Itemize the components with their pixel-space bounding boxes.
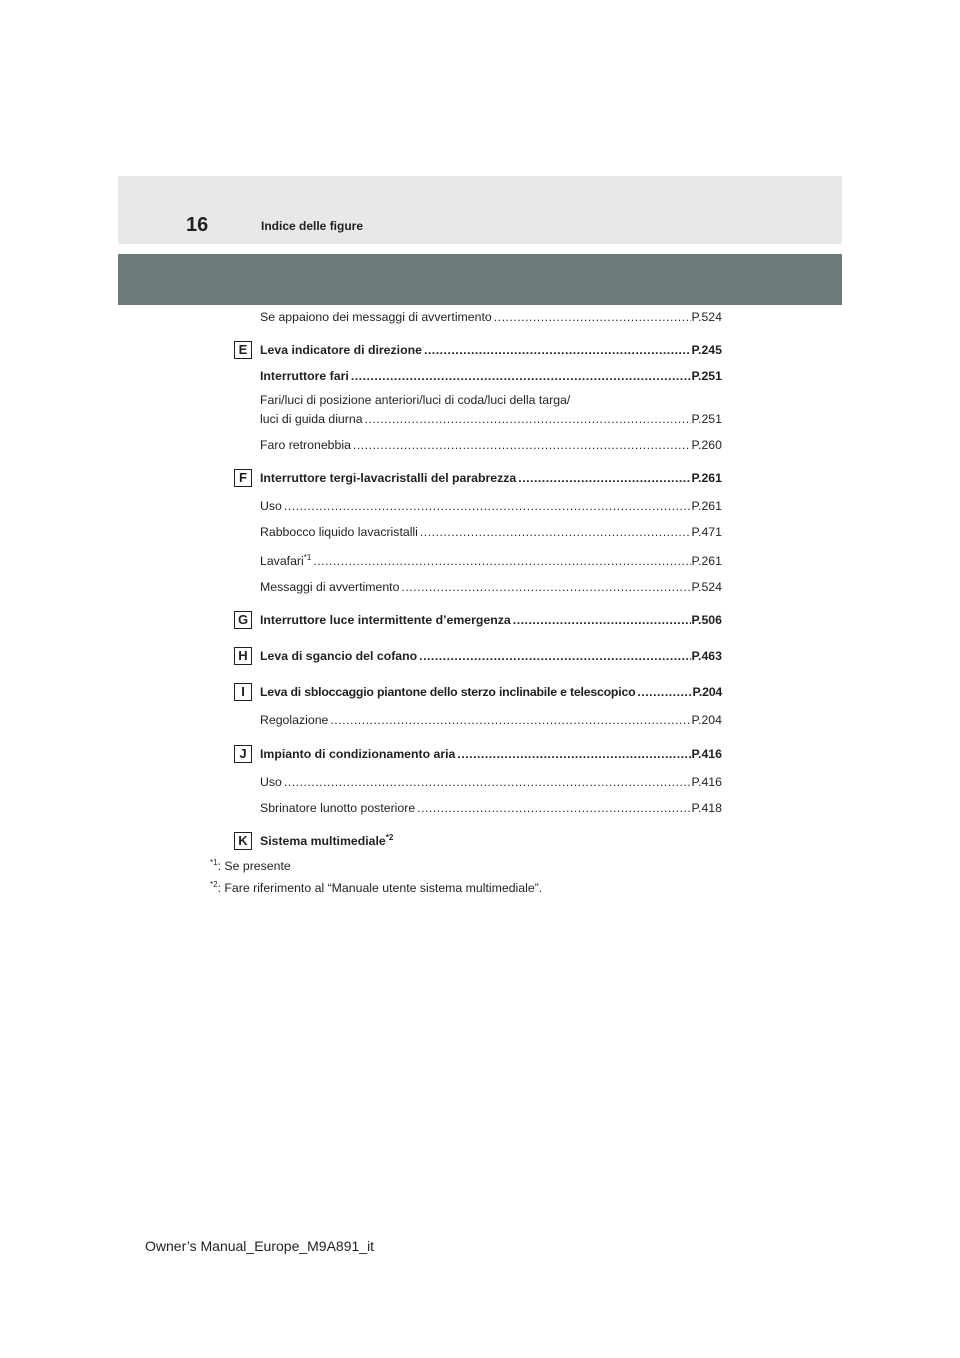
index-entry[interactable] [260, 775, 722, 790]
header-band [118, 176, 842, 244]
footnote [210, 859, 291, 873]
index-entry[interactable] [260, 801, 722, 816]
entry-text: Leva di sbloccaggio piantone dello sterzo inclinabile e telescopico [260, 685, 636, 699]
entry-text: Se appaiono dei messaggi di avvertimento [260, 310, 492, 324]
entry-text: Faro retronebbia [260, 438, 351, 452]
footnote-text: : Fare riferimento al “Manuale utente sistema multimediale”. [217, 881, 543, 895]
page-title: Indice delle figure [261, 219, 364, 233]
section-letter-f: F [234, 469, 252, 487]
index-entry[interactable] [260, 525, 722, 540]
entry-text: Regolazione [260, 713, 329, 727]
entry-page[interactable]: P.245 [691, 343, 722, 357]
index-entry[interactable] [260, 747, 722, 762]
footnote-text: : Se presente [217, 859, 291, 873]
index-entry[interactable] [260, 369, 722, 384]
index-entry[interactable] [260, 649, 722, 664]
index-entry[interactable] [260, 499, 722, 514]
index-entry[interactable] [260, 412, 722, 427]
section-letter-j: J [234, 745, 252, 763]
index-entry[interactable] [260, 613, 722, 628]
entry-text: Leva di sgancio del cofano [260, 649, 418, 663]
section-band [118, 254, 842, 305]
entry-page[interactable]: P.260 [691, 438, 722, 452]
footnote-marker: *1 [303, 552, 312, 562]
entry-text: Sistema multimediale [260, 834, 386, 848]
entry-text: Uso [260, 499, 282, 513]
entry-text: Sbrinatore lunotto posteriore [260, 801, 416, 815]
index-entry[interactable] [260, 310, 722, 325]
entry-text: Rabbocco liquido lavacristalli [260, 525, 418, 539]
entry-page[interactable]: P.261 [691, 499, 722, 513]
page-number: 16 [186, 214, 209, 236]
entry-page[interactable]: P.251 [691, 412, 722, 426]
entry-text: Interruttore luce intermittente d’emergenza [260, 613, 511, 627]
section-letter-h: H [234, 647, 252, 665]
entry-page[interactable]: P.524 [691, 310, 722, 324]
index-entry[interactable] [260, 471, 722, 486]
entry-page[interactable]: P.204 [691, 713, 722, 727]
entry-text: Uso [260, 775, 282, 789]
entry-page[interactable]: P.416 [691, 775, 722, 789]
index-entry[interactable] [260, 685, 722, 700]
index-entry[interactable] [260, 580, 722, 595]
footnote-marker: *2 [385, 832, 394, 842]
entry-text: Impianto di condizionamento aria [260, 747, 456, 761]
entry-page[interactable]: P.416 [691, 747, 722, 761]
section-letter-i: I [234, 683, 252, 701]
entry-text: Interruttore tergi-lavacristalli del parabrezza [260, 471, 517, 485]
entry-text [260, 554, 313, 569]
entry-page[interactable]: P.463 [691, 649, 722, 663]
index-entry[interactable] [260, 438, 722, 453]
section-letter-k: K [234, 832, 252, 850]
section-letter-g: G [234, 611, 252, 629]
entry-text: Interruttore fari [260, 369, 349, 383]
footnote-mark: *2 [210, 879, 218, 889]
entry-page[interactable]: P.204 [692, 685, 722, 699]
entry-page[interactable]: P.251 [691, 369, 722, 383]
entry-text-line1: Fari/luci di posizione anteriori/luci di coda/luci della targa/ [260, 393, 571, 407]
index-entry[interactable] [260, 554, 722, 569]
entry-page[interactable]: P.524 [691, 580, 722, 594]
footer-text: Owner’s Manual_Europe_M9A891_it [145, 1238, 375, 1254]
entry-page[interactable]: P.261 [691, 554, 722, 568]
entry-page[interactable]: P.418 [691, 801, 722, 815]
entry-page[interactable]: P.506 [691, 613, 722, 627]
entry-page[interactable]: P.471 [691, 525, 722, 539]
index-entry[interactable] [260, 343, 722, 358]
footnote-mark: *1 [210, 857, 218, 867]
section-letter-e: E [234, 341, 252, 359]
entry-text: Leva indicatore di direzione [260, 343, 422, 357]
entry-text: luci di guida diurna [260, 412, 363, 426]
entry-page[interactable]: P.261 [691, 471, 722, 485]
entry-label: Lavafari [260, 554, 304, 568]
entry-text: Messaggi di avvertimento [260, 580, 400, 594]
index-entry[interactable] [260, 834, 393, 849]
footnote [210, 881, 542, 895]
index-entry[interactable] [260, 713, 722, 728]
